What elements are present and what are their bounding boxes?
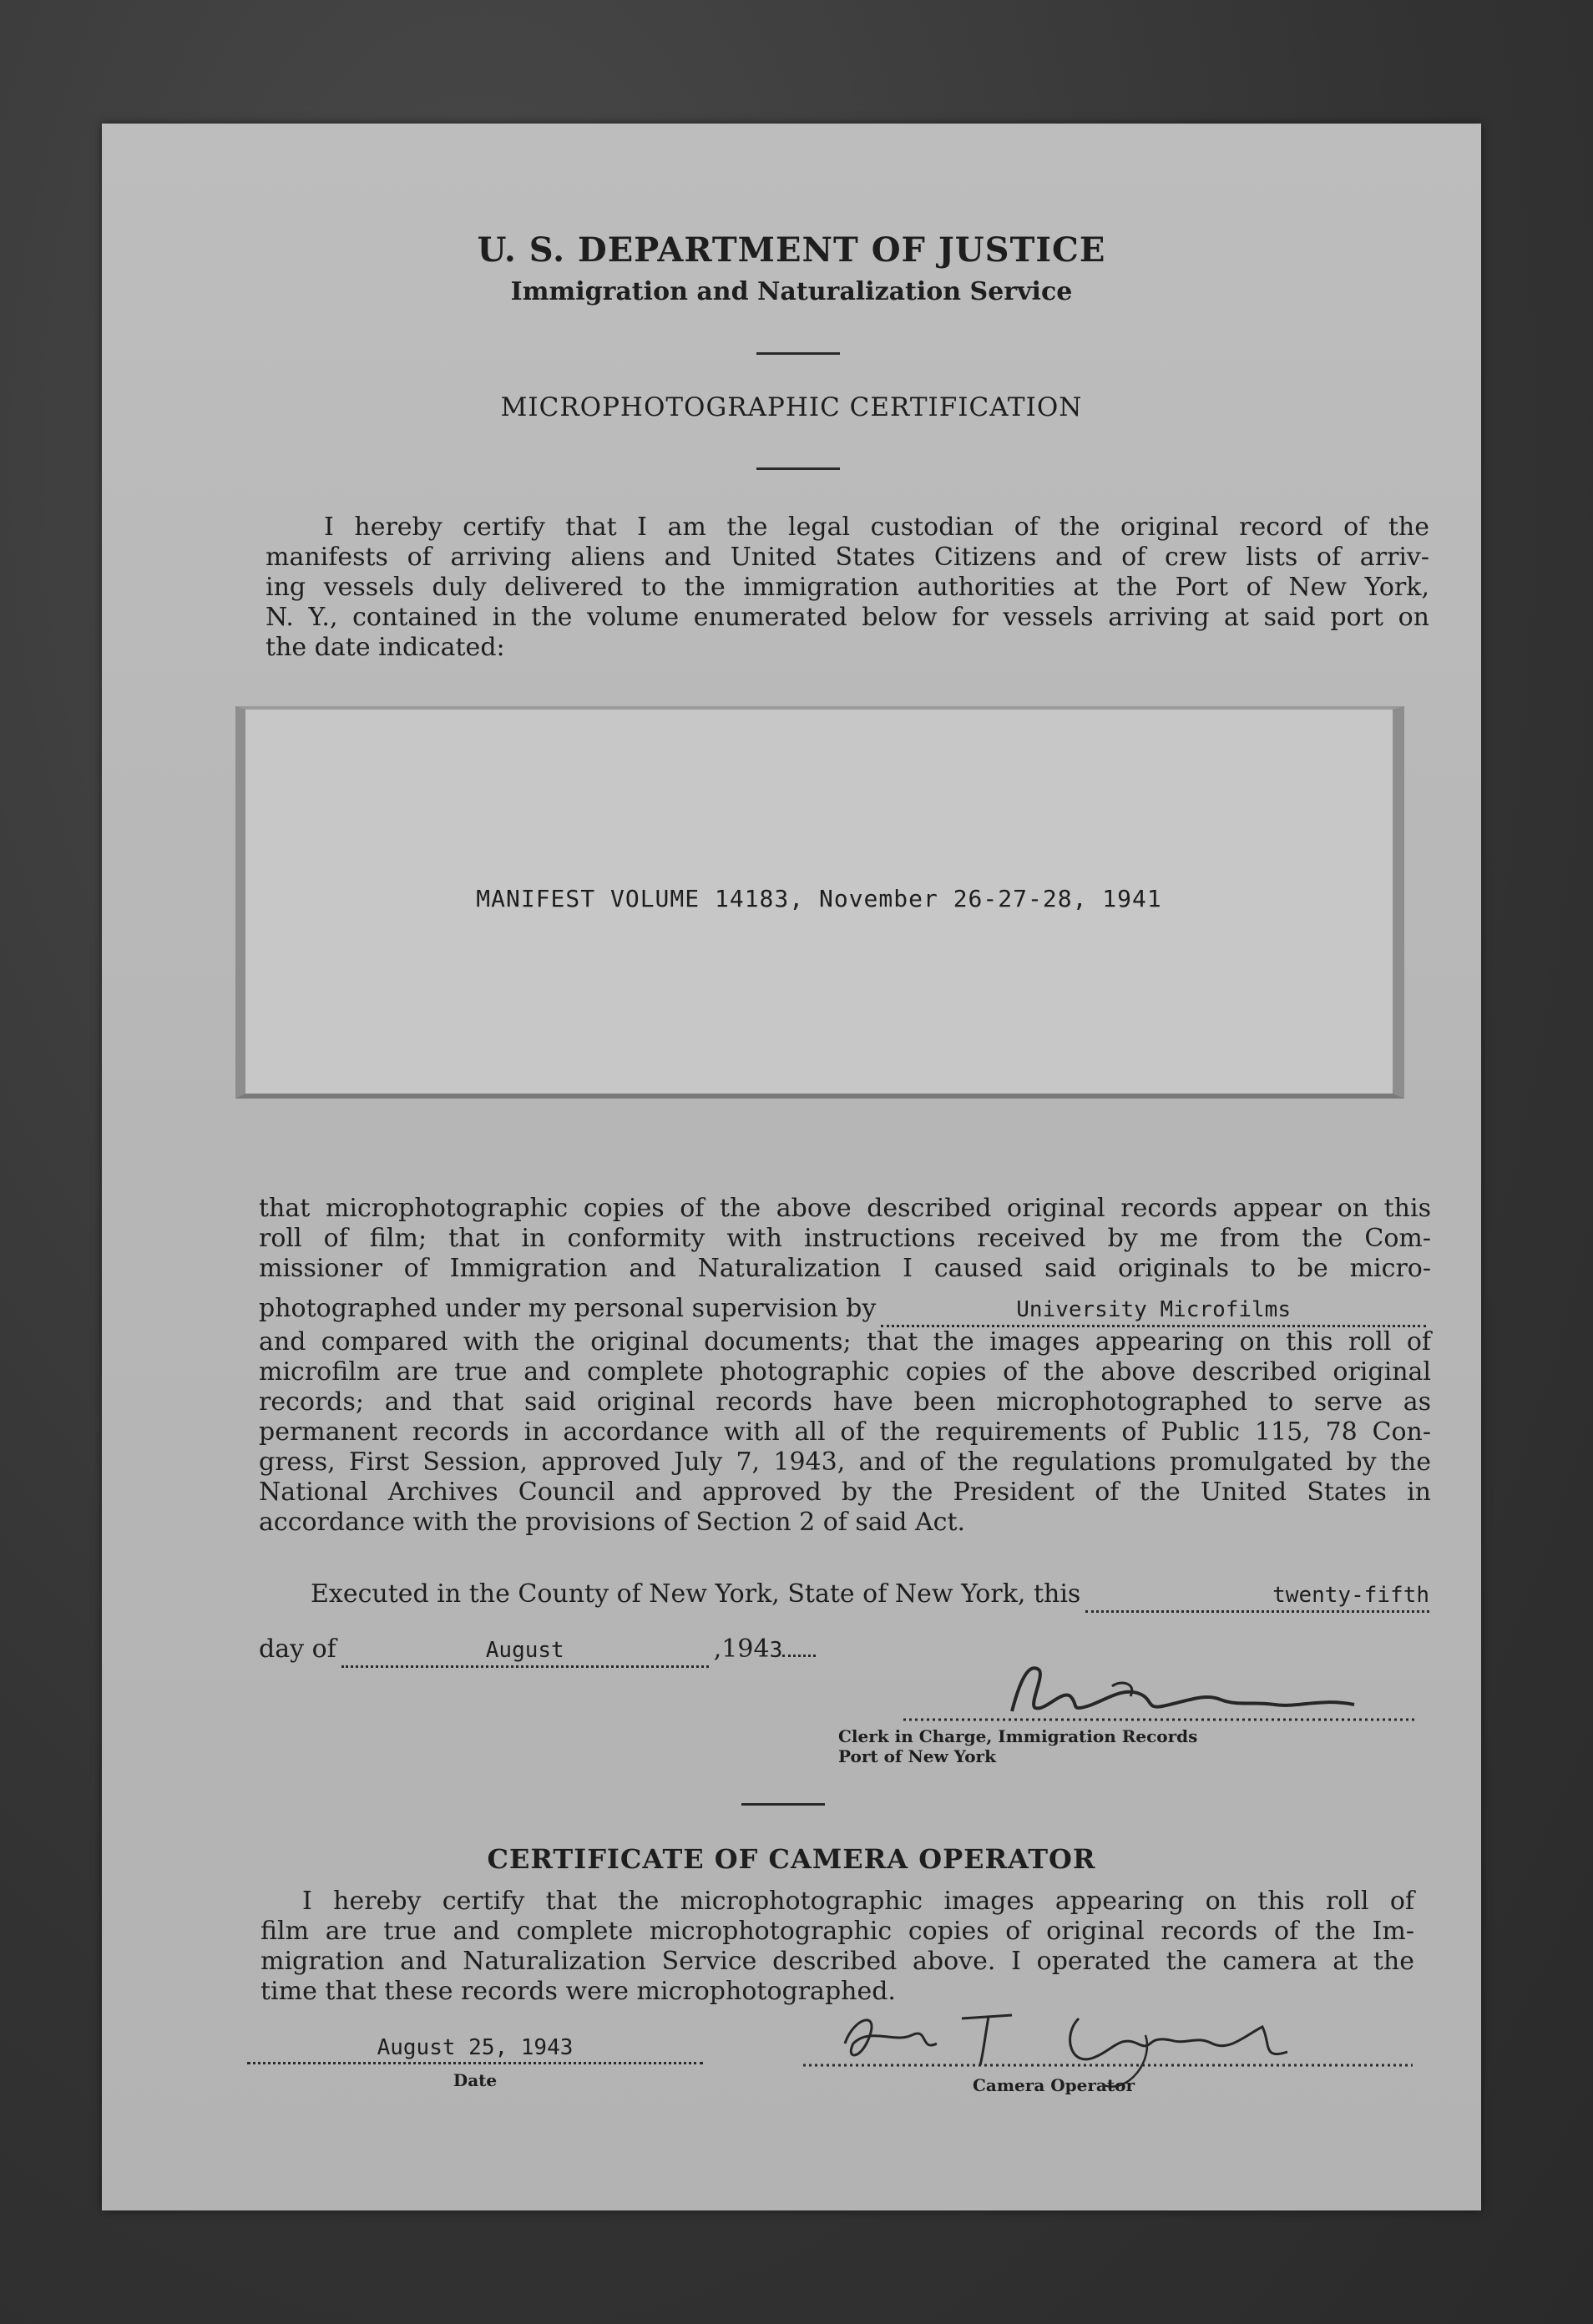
camera-date: August 25, 1943 [377, 2035, 574, 2060]
camera-line: migration and Naturalization Service described above. I operated the camera at the [260, 1947, 1414, 1976]
camera-operator-heading: CERTIFICATE OF CAMERA OPERATOR [487, 1843, 1096, 1875]
body-line: microfilm are true and complete photographic copies of the above described original [259, 1357, 1431, 1387]
intro-line: manifests of arriving aliens and United States Citizens and of crew lists of arriv- [266, 543, 1429, 572]
certification-heading: MICROPHOTOGRAPHIC CERTIFICATION [500, 392, 1083, 422]
year-suffix: 3 [769, 1638, 783, 1663]
camera-line: time that these records were microphotographed. [260, 1977, 896, 2006]
divider [756, 467, 840, 470]
body-line: roll of film; that in conformity with instructions received by me from the Com- [259, 1224, 1431, 1253]
manifest-volume-text: MANIFEST VOLUME 14183, November 26-27-28, 1941 [476, 885, 1162, 912]
body-line: accordance with the provisions of Section 2 of said Act. [259, 1508, 966, 1537]
body-line: missioner of Immigration and Naturalization I caused said originals to be micro- [259, 1254, 1431, 1283]
intro-line: N. Y., contained in the volume enumerated below for vessels arriving at said port on [266, 603, 1429, 632]
clerk-signature [820, 1646, 1421, 1730]
month-value: August [485, 1638, 564, 1663]
camera-operator-label: Camera Operator [973, 2075, 1135, 2095]
body-line: permanent records in accordance with all of the requirements of Public 115, 78 Con- [259, 1417, 1431, 1447]
clerk-title: Clerk in Charge, Immigration Records [838, 1726, 1198, 1746]
body-paragraph [259, 1194, 1431, 1538]
divider [756, 352, 840, 355]
date-label: Date [453, 2070, 498, 2090]
supervision-field [881, 1294, 1426, 1327]
executed-day-field [1085, 1579, 1429, 1613]
month-field [341, 1634, 709, 1668]
camera-line: film are true and complete microphotographic copies of original records of the Im- [260, 1917, 1414, 1946]
body-line: records; and that said original records have been microphotographed to serve as [259, 1387, 1431, 1417]
intro-line: ing vessels duly delivered to the immigration authorities at the Port of New York, [266, 573, 1429, 602]
body-line: gress, First Session, approved July 7, 1943, and of the regulations promulgated by the [259, 1447, 1431, 1477]
manifest-panel [235, 706, 1404, 1099]
divider [741, 1803, 825, 1806]
date-line: day of August , 194 3 [259, 1634, 927, 1668]
executed-text: Executed in the County of New York, State of New York, this [311, 1579, 1081, 1609]
body-line: that microphotographic copies of the above described original records appear on this [259, 1194, 1431, 1223]
supervision-prefix: photographed under my personal supervision by [259, 1294, 877, 1323]
camera-line: I hereby certify that the microphotographic images appearing on this roll of [302, 1887, 1414, 1916]
day-of-label: day of [259, 1634, 336, 1664]
supervision-line [259, 1294, 1431, 1327]
camera-date-field [247, 2035, 703, 2064]
intro-line: the date indicated: [266, 633, 505, 662]
year-prefix: 194 [721, 1634, 770, 1664]
executed-line [311, 1579, 1429, 1613]
executed-day: twenty-fifth [1272, 1583, 1429, 1608]
supervision-name: University Microfilms [1016, 1297, 1291, 1322]
body-line: National Archives Council and approved by the President of the United States in [259, 1478, 1431, 1507]
department-title: U. S. DEPARTMENT OF JUSTICE [477, 230, 1106, 270]
clerk-port: Port of New York [838, 1746, 996, 1766]
body-line: and compared with the original documents; that the images appearing on this roll of [259, 1327, 1431, 1357]
certificate-page [102, 124, 1481, 2210]
intro-line: I hereby certify that I am the legal custodian of the original record of the [324, 513, 1429, 542]
service-subtitle: Immigration and Naturalization Service [510, 277, 1073, 306]
intro-paragraph [266, 513, 1429, 663]
